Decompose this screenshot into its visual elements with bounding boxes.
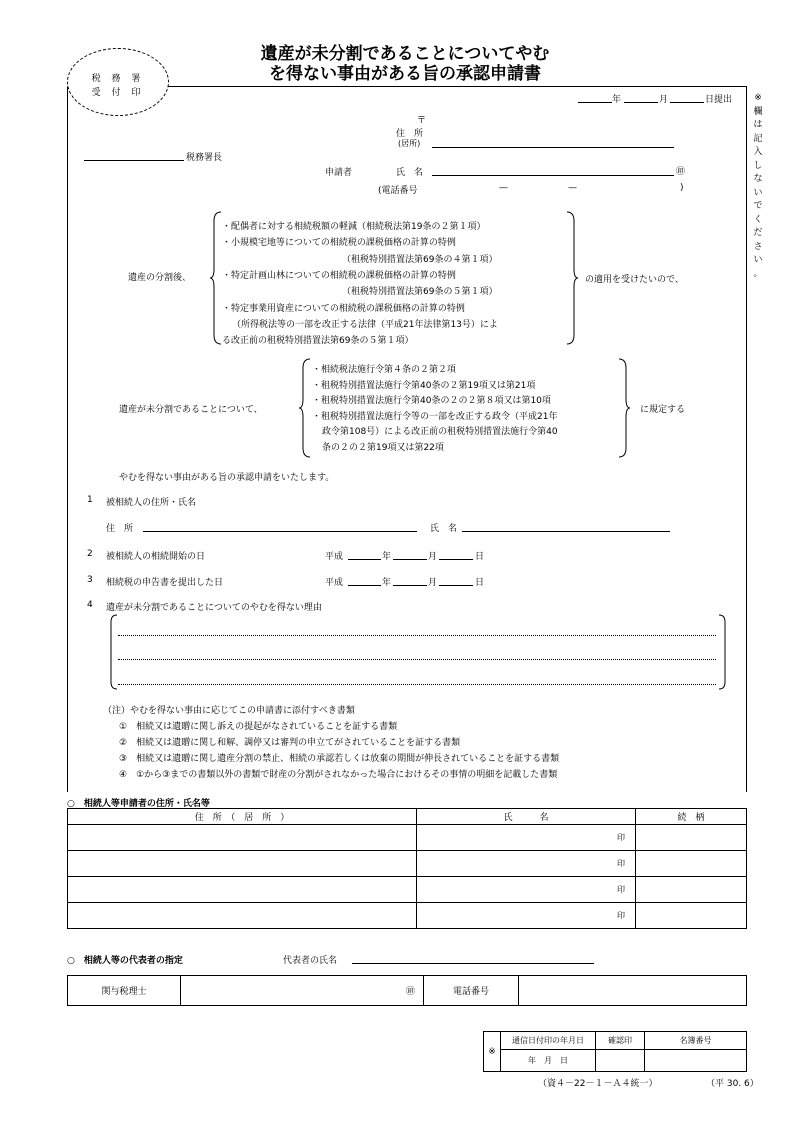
heir-relation-cell[interactable] bbox=[636, 851, 747, 877]
month-field[interactable] bbox=[624, 102, 658, 103]
tax-accountant-phone-label: 電話番号 bbox=[424, 976, 519, 1006]
note-item-3: ③ 相続又は遺贈に関し遺産分割の禁止、相続の承認若しくは放棄の期間が伸長されていることを証する書類 bbox=[119, 754, 560, 764]
form-code: （資４－22－１－Ａ４統一） bbox=[538, 1079, 658, 1089]
seal-mark: ㊞ bbox=[676, 167, 686, 177]
document-title-line1: 遺産が未分割であることについてやむ bbox=[260, 44, 550, 64]
section-2-number: 2 bbox=[87, 549, 93, 559]
applicant-address-field[interactable] bbox=[432, 147, 674, 148]
undivided-item-1: ・相続税法施行令第４条の２第２項 bbox=[312, 365, 457, 375]
section-3-label: 相続税の申告書を提出した日 bbox=[106, 578, 224, 588]
undivided-item-5: 政令第108号）による改正前の租税特別措置法施行令第40 bbox=[322, 427, 558, 437]
s2-year: 年 bbox=[382, 552, 392, 562]
section-4-number: 4 bbox=[87, 600, 93, 610]
s3-month-field[interactable] bbox=[393, 585, 427, 586]
table-row bbox=[68, 903, 747, 929]
postal-mark: 〒 bbox=[417, 116, 427, 126]
reason-line-1[interactable] bbox=[118, 635, 716, 636]
undivided-item-3: ・租税特別措置法施行令第40条の２の２第８項又は第10項 bbox=[312, 396, 551, 406]
side-note-char: 記 bbox=[753, 133, 763, 144]
office-register-cell bbox=[645, 1050, 747, 1072]
s2-day-field[interactable] bbox=[439, 559, 473, 560]
section-3-number: 3 bbox=[87, 575, 93, 585]
office-header-confirm: 確認印 bbox=[596, 1032, 645, 1050]
year-field[interactable] bbox=[578, 102, 612, 103]
s3-day: 日 bbox=[475, 578, 485, 588]
side-note-char: ※ bbox=[754, 93, 762, 103]
tax-office-suffix: 税務署長 bbox=[186, 153, 223, 163]
undivided-item-4: ・租税特別措置法施行令等の一部を改正する政令（平成21年 bbox=[312, 411, 558, 422]
stamp-label-2: 受 付 印 bbox=[91, 88, 145, 98]
after-division-item-4: ・特定計画山林についての相続税の課税価格の計算の特例 bbox=[222, 270, 456, 281]
office-date-cell: 年 月 日 bbox=[501, 1050, 596, 1072]
undivided-tail: に規定する bbox=[640, 405, 686, 415]
tax-accountant-label: 関与税理士 bbox=[68, 976, 181, 1006]
applicant-name-label: 氏 名 bbox=[396, 168, 424, 178]
phone-dash-2: — bbox=[568, 183, 577, 193]
stamp-label-1: 税 務 署 bbox=[91, 74, 145, 84]
note-item-4: ④ ①から③までの書類以外の書類で財産の分割がされなかった場合におけるその事情の明細を記載した書類 bbox=[119, 770, 558, 780]
seal-label: 印 bbox=[617, 885, 625, 894]
after-division-item-8: る改正前の租税特別措置法第69条の５第１項） bbox=[222, 336, 414, 347]
day-label: 日提出 bbox=[705, 95, 733, 105]
seal-label: 印 bbox=[617, 833, 625, 842]
notes-heading: （注）やむを得ない事由に応じてこの申請書に添付すべき書類 bbox=[103, 706, 355, 716]
decedent-address-label: 住 所 bbox=[106, 524, 134, 534]
side-note-char: い bbox=[753, 255, 763, 265]
heirs-table bbox=[67, 808, 747, 929]
s3-year-field[interactable] bbox=[348, 585, 381, 586]
table-row bbox=[68, 851, 747, 877]
office-use-box bbox=[483, 1031, 747, 1072]
side-note-char: な bbox=[753, 174, 763, 184]
rep-name-field[interactable] bbox=[352, 963, 594, 964]
heir-name-cell[interactable] bbox=[417, 903, 636, 929]
seal-mark: ㊞ bbox=[405, 987, 415, 997]
s3-era: 平成 bbox=[325, 578, 344, 588]
section-4-label: 遺産が未分割であることについてのやむを得ない理由 bbox=[106, 603, 322, 613]
phone-label: (電話番号 bbox=[378, 186, 418, 196]
after-division-item-5: （租税特別措置法第69条の５第１項） bbox=[342, 287, 498, 298]
reason-right-bracket bbox=[718, 614, 726, 690]
heir-address-cell[interactable] bbox=[68, 851, 417, 877]
request-sentence: やむを得ない事由がある旨の承認申請をいたします。 bbox=[119, 473, 335, 483]
right-brace-1 bbox=[565, 211, 579, 345]
heir-relation-cell[interactable] bbox=[636, 877, 747, 903]
applicant-label: 申請者 bbox=[325, 168, 353, 178]
seal-label: 印 bbox=[617, 911, 625, 920]
reason-line-3[interactable] bbox=[118, 684, 716, 685]
seal-label: 印 bbox=[617, 859, 625, 868]
s2-era: 平成 bbox=[325, 552, 344, 562]
side-note-char: 欄 bbox=[753, 106, 763, 117]
s3-year: 年 bbox=[382, 578, 392, 588]
tax-accountant-field[interactable] bbox=[181, 976, 424, 1006]
side-note-char: 入 bbox=[753, 147, 763, 157]
side-note-char: だ bbox=[753, 228, 763, 238]
form-version: （平 30. 6） bbox=[706, 1079, 759, 1089]
side-note-char: さ bbox=[753, 241, 763, 252]
tax-accountant-table bbox=[67, 975, 747, 1006]
reason-line-2[interactable] bbox=[118, 659, 716, 660]
side-note-char: 。 bbox=[753, 268, 763, 279]
after-division-tail: の適用を受けたいので、 bbox=[585, 275, 684, 285]
header-name: 氏 名 bbox=[417, 809, 636, 825]
heir-name-cell[interactable] bbox=[417, 851, 636, 877]
undivided-lead: 遺産が未分割であることについて、 bbox=[119, 405, 263, 415]
side-note-char: で bbox=[753, 201, 763, 211]
left-brace-1 bbox=[209, 211, 223, 345]
address-label: 住 所 bbox=[396, 129, 424, 139]
heir-name-cell[interactable] bbox=[417, 877, 636, 903]
side-note bbox=[752, 92, 764, 281]
heir-address-cell[interactable] bbox=[68, 903, 417, 929]
section-1-number: 1 bbox=[87, 495, 93, 505]
after-division-lead: 遺産の分割後、 bbox=[128, 273, 192, 283]
right-brace-2 bbox=[617, 358, 631, 458]
heir-name-cell[interactable] bbox=[417, 825, 636, 851]
after-division-item-6: ・特定事業用資産についての相続税の課税価格の計算の特例 bbox=[222, 303, 465, 314]
phone-dash-1: — bbox=[499, 183, 508, 193]
s2-month-field[interactable] bbox=[393, 559, 427, 560]
side-note-char: は bbox=[753, 120, 763, 130]
heirs-section-title: ○ 相続人等申請者の住所・氏名等 bbox=[67, 799, 210, 809]
header-relation: 続 柄 bbox=[636, 809, 747, 825]
section-2-label: 被相続人の相続開始の日 bbox=[106, 552, 206, 562]
s2-month: 月 bbox=[428, 552, 438, 562]
decedent-name-field[interactable] bbox=[462, 531, 670, 532]
after-division-item-3: （租税特別措置法第69条の４第１項） bbox=[342, 254, 498, 265]
table-row bbox=[68, 825, 747, 851]
side-note-char: い bbox=[753, 187, 763, 198]
table-row bbox=[68, 877, 747, 903]
left-brace-2 bbox=[298, 358, 312, 458]
heirs-table-header bbox=[68, 809, 747, 825]
header-address: 住 所 （ 居 所 ） bbox=[68, 809, 417, 825]
s2-day: 日 bbox=[475, 552, 485, 562]
month-label: 月 bbox=[659, 95, 669, 105]
day-field[interactable] bbox=[670, 102, 704, 103]
tax-accountant-phone-field[interactable] bbox=[519, 976, 747, 1006]
decedent-address-field[interactable] bbox=[143, 531, 417, 532]
office-header-register: 名簿番号 bbox=[645, 1032, 747, 1050]
phone-close: ) bbox=[680, 183, 684, 193]
side-note-char: し bbox=[753, 160, 763, 171]
document-title-line2: を得ない事由がある旨の承認申請書 bbox=[269, 64, 541, 84]
rep-section-title: ○ 相続人等の代表者の指定 bbox=[67, 956, 183, 966]
note-item-2: ② 相続又は遺贈に関し和解、調停又は審判の申立てがされていることを証する書類 bbox=[119, 738, 461, 748]
section-1-label: 被相続人の住所・氏名 bbox=[106, 498, 197, 508]
undivided-item-6: 条の２の２第19項又は第22項 bbox=[322, 442, 444, 453]
tax-office-name-field[interactable] bbox=[84, 160, 184, 161]
decedent-name-label: 氏 名 bbox=[430, 524, 458, 534]
s3-day-field[interactable] bbox=[439, 585, 473, 586]
heir-address-cell[interactable] bbox=[68, 825, 417, 851]
side-note-char: く bbox=[753, 214, 763, 225]
after-division-item-1: ・配偶者に対する相続税額の軽減（相続税法第19条の２第１項） bbox=[222, 222, 486, 232]
s2-year-field[interactable] bbox=[348, 559, 381, 560]
heir-address-cell[interactable] bbox=[68, 877, 417, 903]
year-label: 年 bbox=[612, 95, 622, 105]
office-confirm-cell bbox=[596, 1050, 645, 1072]
office-use-mark: ※ bbox=[484, 1032, 501, 1072]
applicant-name-field[interactable] bbox=[432, 175, 674, 176]
tax-office-stamp-area bbox=[67, 48, 169, 116]
rep-name-label: 代表者の氏名 bbox=[283, 956, 338, 966]
residence-label: (居所) bbox=[398, 139, 421, 148]
heir-relation-cell[interactable] bbox=[636, 825, 747, 851]
office-header-date: 通信日付印の年月日 bbox=[501, 1032, 596, 1050]
after-division-item-7: （所得税法等の一部を改正する法律（平成21年法律第13号）によ bbox=[232, 319, 498, 330]
after-division-item-2: ・小規模宅地等についての相続税の課税価格の計算の特例 bbox=[222, 238, 456, 249]
s3-month: 月 bbox=[428, 578, 438, 588]
note-item-1: ① 相続又は遺贈に関し訴えの提起がなされていることを証する書類 bbox=[119, 722, 398, 732]
reason-left-bracket bbox=[110, 614, 118, 690]
undivided-item-2: ・租税特別措置法施行令第40条の２第19項又は第21項 bbox=[312, 380, 536, 391]
heir-relation-cell[interactable] bbox=[636, 903, 747, 929]
